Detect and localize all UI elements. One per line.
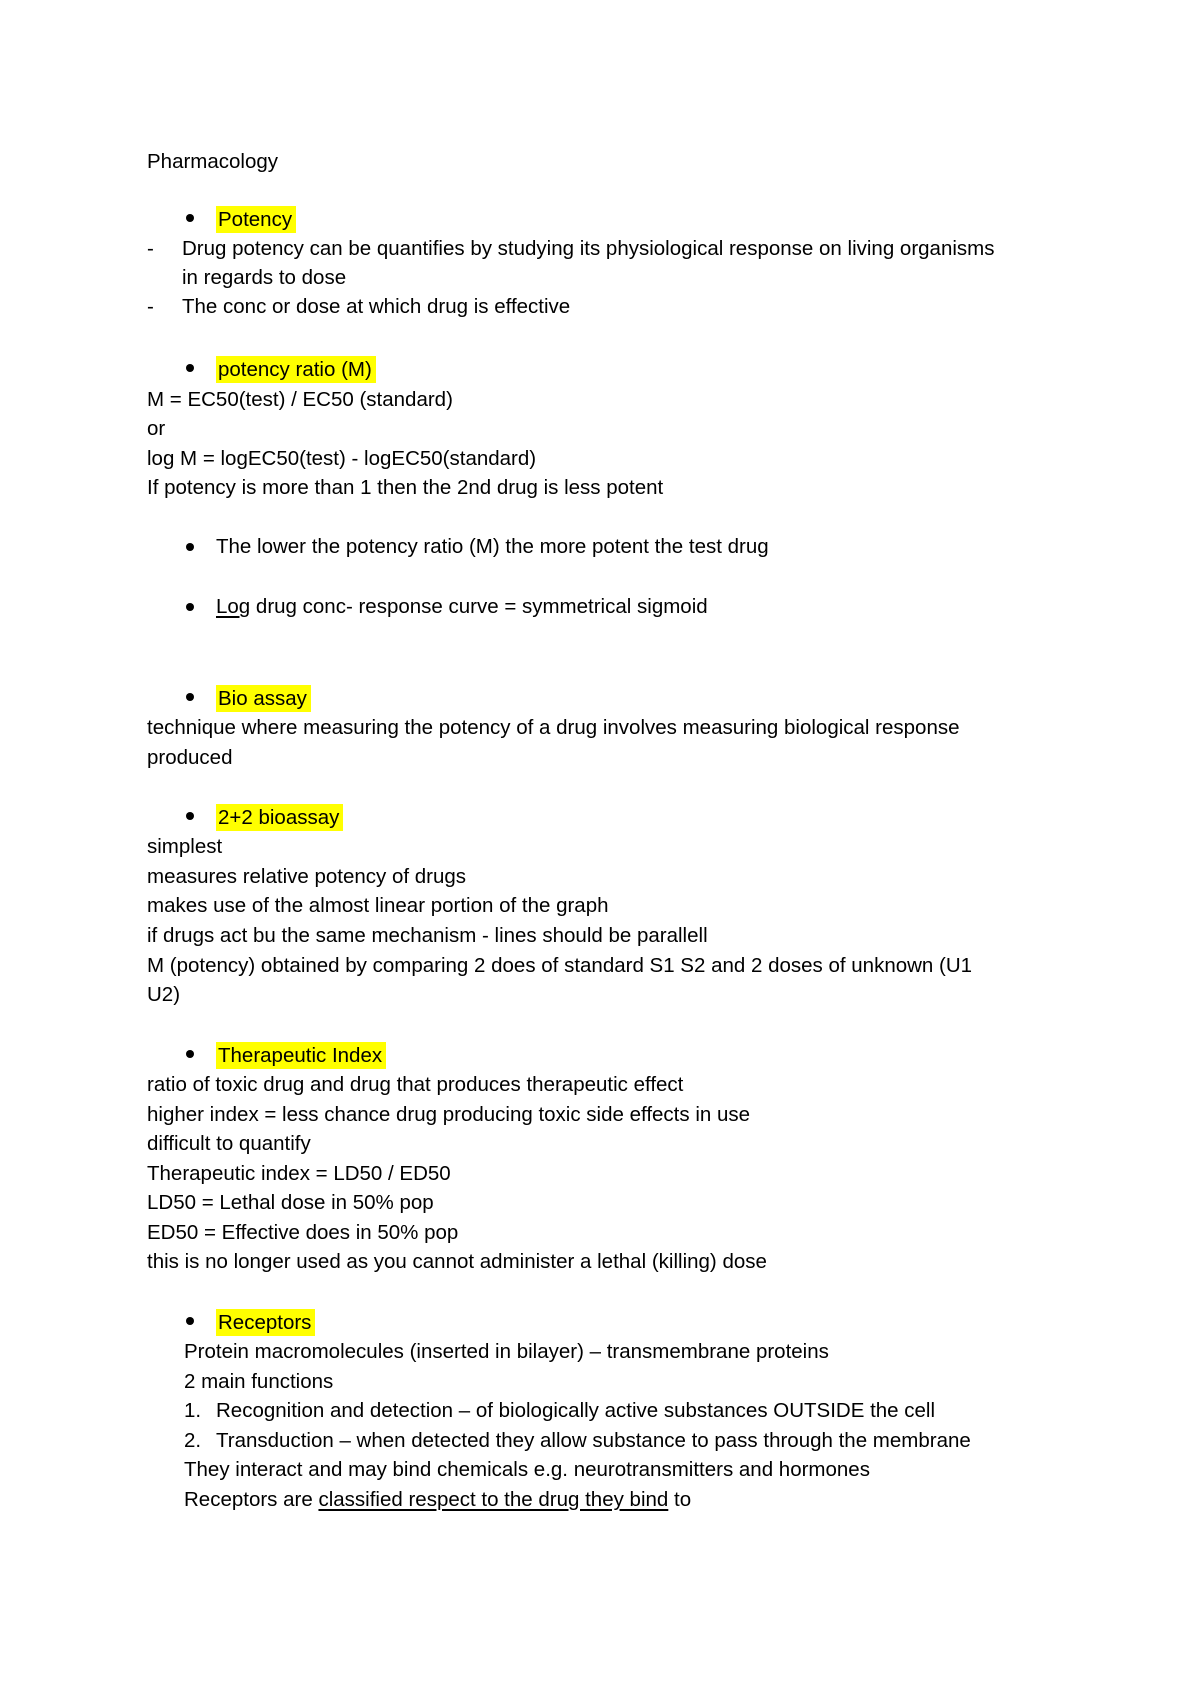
doc-title: Pharmacology — [147, 150, 279, 173]
ti-line-5: LD50 = Lethal dose in 50% pop — [147, 1191, 434, 1214]
two-two-line-4: if drugs act bu the same mechanism - lines should be parallell — [147, 924, 708, 947]
bullet-icon — [186, 693, 194, 701]
log-curve-bullet: Log drug conc- response curve = symmetrical sigmoid — [216, 595, 708, 618]
two-two-heading: 2+2 bioassay — [216, 803, 343, 833]
ratio-line-3: log M = logEC50(test) - logEC50(standard) — [147, 447, 537, 470]
ti-line-3: difficult to quantify — [147, 1132, 311, 1155]
ti-line-2: higher index = less chance drug producing toxic side effects in use — [147, 1103, 751, 1126]
potency-heading: Potency — [216, 205, 296, 235]
two-two-line-2: measures relative potency of drugs — [147, 865, 467, 888]
bullet-icon — [186, 1050, 194, 1058]
classified-underlined: classified respect to the drug they bind — [318, 1488, 669, 1511]
list-number: 1. — [184, 1399, 202, 1422]
bioassay-line-2: produced — [147, 746, 233, 769]
bioassay-heading: Bio assay — [216, 684, 311, 714]
ratio-line-2: or — [147, 417, 166, 440]
receptors-line-1: Protein macromolecules (inserted in bilayer) – transmembrane proteins — [184, 1340, 829, 1363]
two-two-line-1: simplest — [147, 835, 223, 858]
dash-icon: - — [147, 295, 154, 318]
two-two-line-3: makes use of the almost linear portion of the graph — [147, 894, 609, 917]
ti-heading: Therapeutic Index — [216, 1041, 386, 1071]
receptors-line-2: 2 main functions — [184, 1370, 334, 1393]
ratio-line-4: If potency is more than 1 then the 2nd drug is less potent — [147, 476, 664, 499]
log-underlined: Log — [216, 595, 251, 618]
potency-text-1b: in regards to dose — [182, 266, 347, 289]
ti-line-1: ratio of toxic drug and drug that produces therapeutic effect — [147, 1073, 684, 1096]
receptors-line-3: They interact and may bind chemicals e.g. neurotransmitters and hormones — [184, 1458, 870, 1481]
receptors-heading: Receptors — [216, 1308, 315, 1338]
ratio-heading: potency ratio (M) — [216, 355, 376, 385]
potency-text-2: The conc or dose at which drug is effective — [182, 295, 571, 318]
ti-line-6: ED50 = Effective does in 50% pop — [147, 1221, 459, 1244]
receptors-item-2: Transduction – when detected they allow substance to pass through the membrane — [216, 1429, 971, 1452]
bullet-icon — [186, 364, 194, 372]
potency-text-1a: Drug potency can be quantifies by studying its physiological response on living organisms — [182, 237, 995, 260]
list-number: 2. — [184, 1429, 202, 1452]
receptors-item-1: Recognition and detection – of biologically active substances OUTSIDE the cell — [216, 1399, 936, 1422]
lower-ratio-bullet: The lower the potency ratio (M) the more potent the test drug — [216, 535, 769, 558]
two-two-line-6: U2) — [147, 983, 181, 1006]
bullet-icon — [186, 543, 194, 551]
bullet-icon — [186, 812, 194, 820]
receptors-line-4: Receptors are classified respect to the drug they bind to — [184, 1488, 692, 1511]
bullet-icon — [186, 214, 194, 222]
dash-icon: - — [147, 237, 154, 260]
bullet-icon — [186, 1317, 194, 1325]
ratio-line-1: M = EC50(test) / EC50 (standard) — [147, 388, 453, 411]
ti-line-4: Therapeutic index = LD50 / ED50 — [147, 1162, 451, 1185]
bioassay-line-1: technique where measuring the potency of a drug involves measuring biological response — [147, 716, 960, 739]
ti-line-7: this is no longer used as you cannot administer a lethal (killing) dose — [147, 1250, 767, 1273]
two-two-line-5: M (potency) obtained by comparing 2 does of standard S1 S2 and 2 doses of unknown (U1 — [147, 954, 973, 977]
bullet-icon — [186, 603, 194, 611]
